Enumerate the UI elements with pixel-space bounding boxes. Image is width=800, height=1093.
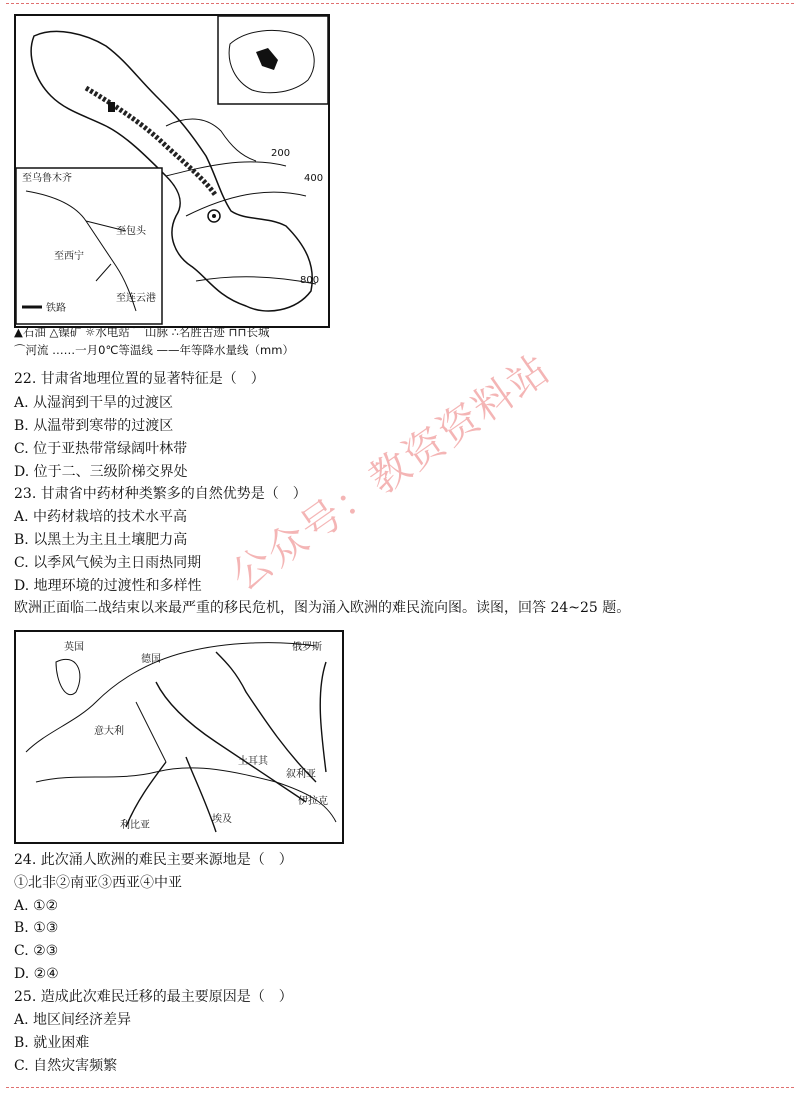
isohyet-400-label: 400 xyxy=(304,173,324,184)
map-label-libya: 利比亚 xyxy=(120,820,150,831)
isohyet-800-label: 800 xyxy=(300,275,320,286)
europe-refugee-map xyxy=(14,630,344,844)
q24-option-c: C. ②③ xyxy=(14,943,59,959)
map-legend-line-2: ⌒河流 ……一月0℃等温线 ——年等降水量线（mm） xyxy=(14,343,294,357)
map-label-germany: 德国 xyxy=(141,654,161,665)
q24-option-a: A. ①② xyxy=(14,898,59,914)
q22-option-b: B. 从温带到寒带的过渡区 xyxy=(14,418,174,434)
q23-option-c: C. 以季风气候为主日雨热同期 xyxy=(14,555,202,571)
bottom-dashed-border xyxy=(6,1087,794,1088)
map-legend-line-1: ▲石油 △镍矿 ☼水电站 ⌒山脉 ∴名胜古迹 ⊓⊓长城 xyxy=(14,325,270,339)
isohyet-200-label: 200 xyxy=(271,148,291,159)
q23-option-a: A. 中药材栽培的技术水平高 xyxy=(14,509,188,525)
inset-label-lianyungang: 至连云港 xyxy=(116,293,156,304)
watermark: 公众号：教资资料站 xyxy=(223,345,560,601)
q24-stem: 24. 此次涌人欧洲的难民主要来源地是（ ） xyxy=(14,852,293,868)
q24-choices: ①北非②南亚③西亚④中亚 xyxy=(14,875,182,891)
q23-stem: 23. 甘肃省中药材种类繁多的自然优势是（ ） xyxy=(14,486,307,502)
inset-label-urumqi: 至乌鲁木齐 xyxy=(22,173,72,184)
map-label-italy: 意大利 xyxy=(94,726,124,737)
top-dashed-border xyxy=(6,3,794,4)
q24-option-b: B. ①③ xyxy=(14,920,59,936)
map-label-egypt: 埃及 xyxy=(212,814,232,825)
q22-option-c: C. 位于亚热带常绿阔叶林带 xyxy=(14,441,188,457)
q24-option-d: D. ②④ xyxy=(14,966,59,982)
inset-legend-railway: 铁路 xyxy=(46,303,66,314)
gansu-map xyxy=(14,14,330,328)
map-label-uk: 英国 xyxy=(64,642,84,653)
q23-option-b: B. 以黑土为主且土壤肥力高 xyxy=(14,532,188,548)
q25-option-b: B. 就业困难 xyxy=(14,1035,90,1051)
q25-option-c: C. 自然灾害频繁 xyxy=(14,1058,118,1074)
q23-option-d: D. 地理环境的过渡性和多样性 xyxy=(14,578,202,594)
q22-option-a: A. 从湿润到干旱的过渡区 xyxy=(14,395,174,411)
inset-label-baotou: 至包头 xyxy=(116,226,146,237)
map-label-syria: 叙利亚 xyxy=(286,769,316,780)
q22-stem: 22. 甘肃省地理位置的显著特征是（ ） xyxy=(14,371,265,387)
q22-option-d: D. 位于二、三级阶梯交界处 xyxy=(14,464,188,480)
map-label-turkey: 土耳其 xyxy=(238,756,268,767)
inset-label-xining: 至西宁 xyxy=(54,251,84,262)
map-label-russia: 俄罗斯 xyxy=(292,642,322,653)
refugee-intro: 欧洲正面临二战结束以来最严重的移民危机，图为涌入欧洲的难民流向图。读图，回答 24~25 题。 xyxy=(14,600,631,616)
q25-stem: 25. 造成此次难民迁移的最主要原因是（ ） xyxy=(14,989,293,1005)
map-label-iraq: 伊拉克 xyxy=(298,796,328,807)
q25-option-a: A. 地区间经济差异 xyxy=(14,1012,132,1028)
